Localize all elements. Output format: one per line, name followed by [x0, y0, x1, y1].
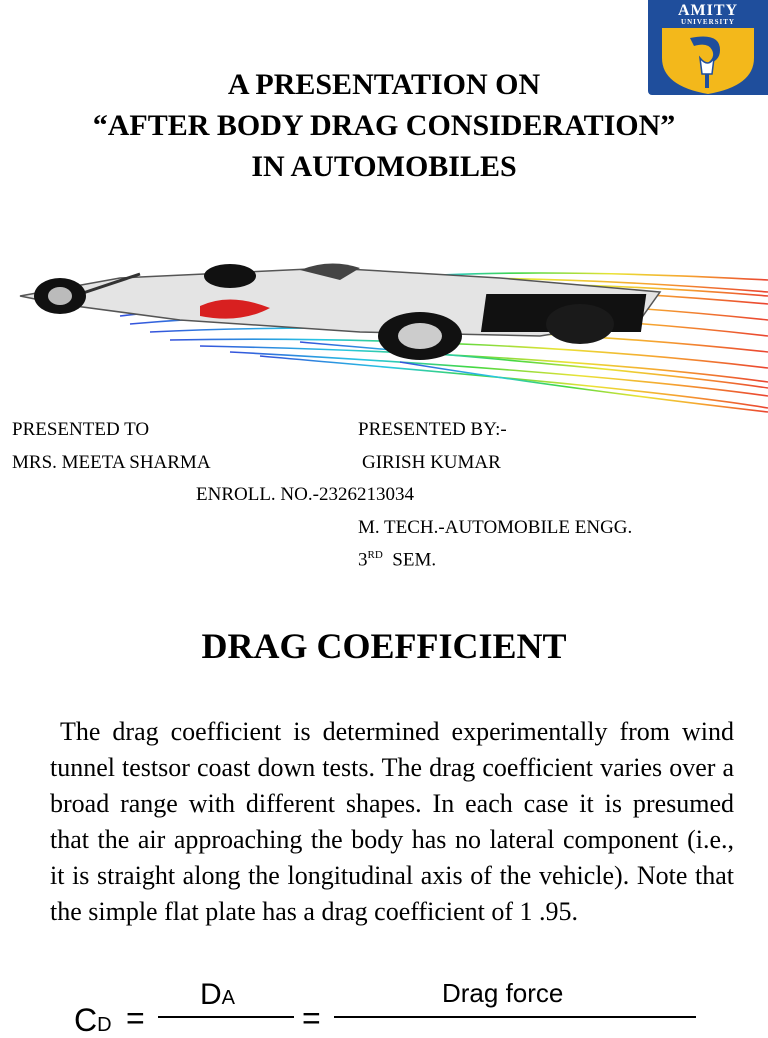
logo-subtitle: UNIVERSITY: [681, 18, 735, 26]
presented-by-label: PRESENTED BY:-: [358, 419, 507, 440]
semester-number: 3: [358, 549, 368, 571]
drag-formula: [0, 978, 768, 1038]
semester-label: SEM.: [392, 549, 437, 571]
title-line-2: “AFTER BODY DRAG CONSIDERATION”: [92, 109, 676, 142]
presented-to-name: MRS. MEETA SHARMA: [12, 452, 211, 473]
fraction-bar-1: [158, 1016, 294, 1018]
formula-equals-1: =: [126, 1000, 145, 1036]
presentation-title: [0, 64, 768, 187]
formula-num1-sub: A: [221, 987, 236, 1009]
body-paragraph: The drag coefficient is determined experimentally from wind tunnel testsor coast down tests. The drag coefficient varies over a broad range with different shapes. In each case it is presumed that the air approaching the body has no lateral component (i.e., it is straight along the longitudinal axis of the vehicle). Note that the simple flat plate has a drag coefficient of 1 .95.: [50, 717, 734, 926]
logo-name: AMITY: [677, 2, 739, 19]
enroll-number: ENROLL. NO.-2326213034: [196, 484, 414, 505]
race-car-airflow-image: [0, 232, 768, 414]
presenter-name: GIRISH KUMAR: [362, 452, 501, 473]
fraction-bar-2: [334, 1016, 696, 1018]
formula-lhs-sub: D: [97, 1014, 112, 1036]
formula-lhs-main: C: [74, 1002, 98, 1038]
course-name: M. TECH.-AUTOMOBILE ENGG.: [358, 517, 633, 538]
presented-to-label: PRESENTED TO: [12, 419, 150, 440]
formula-lhs: [74, 1004, 112, 1036]
slide-heading: DRAG COEFFICIENT: [201, 626, 567, 666]
title-line-3: IN AUTOMOBILES: [251, 150, 517, 183]
formula-numerator-2: Drag force: [442, 978, 564, 1008]
formula-num1-main: D: [200, 978, 222, 1011]
semester: [358, 550, 436, 569]
formula-numerator-1: [200, 980, 235, 1010]
title-line-1: A PRESENTATION ON: [227, 68, 541, 101]
formula-equals-2: =: [302, 1000, 321, 1036]
semester-ordinal: RD: [367, 549, 383, 561]
drag-coefficient-slide: [0, 590, 768, 1038]
